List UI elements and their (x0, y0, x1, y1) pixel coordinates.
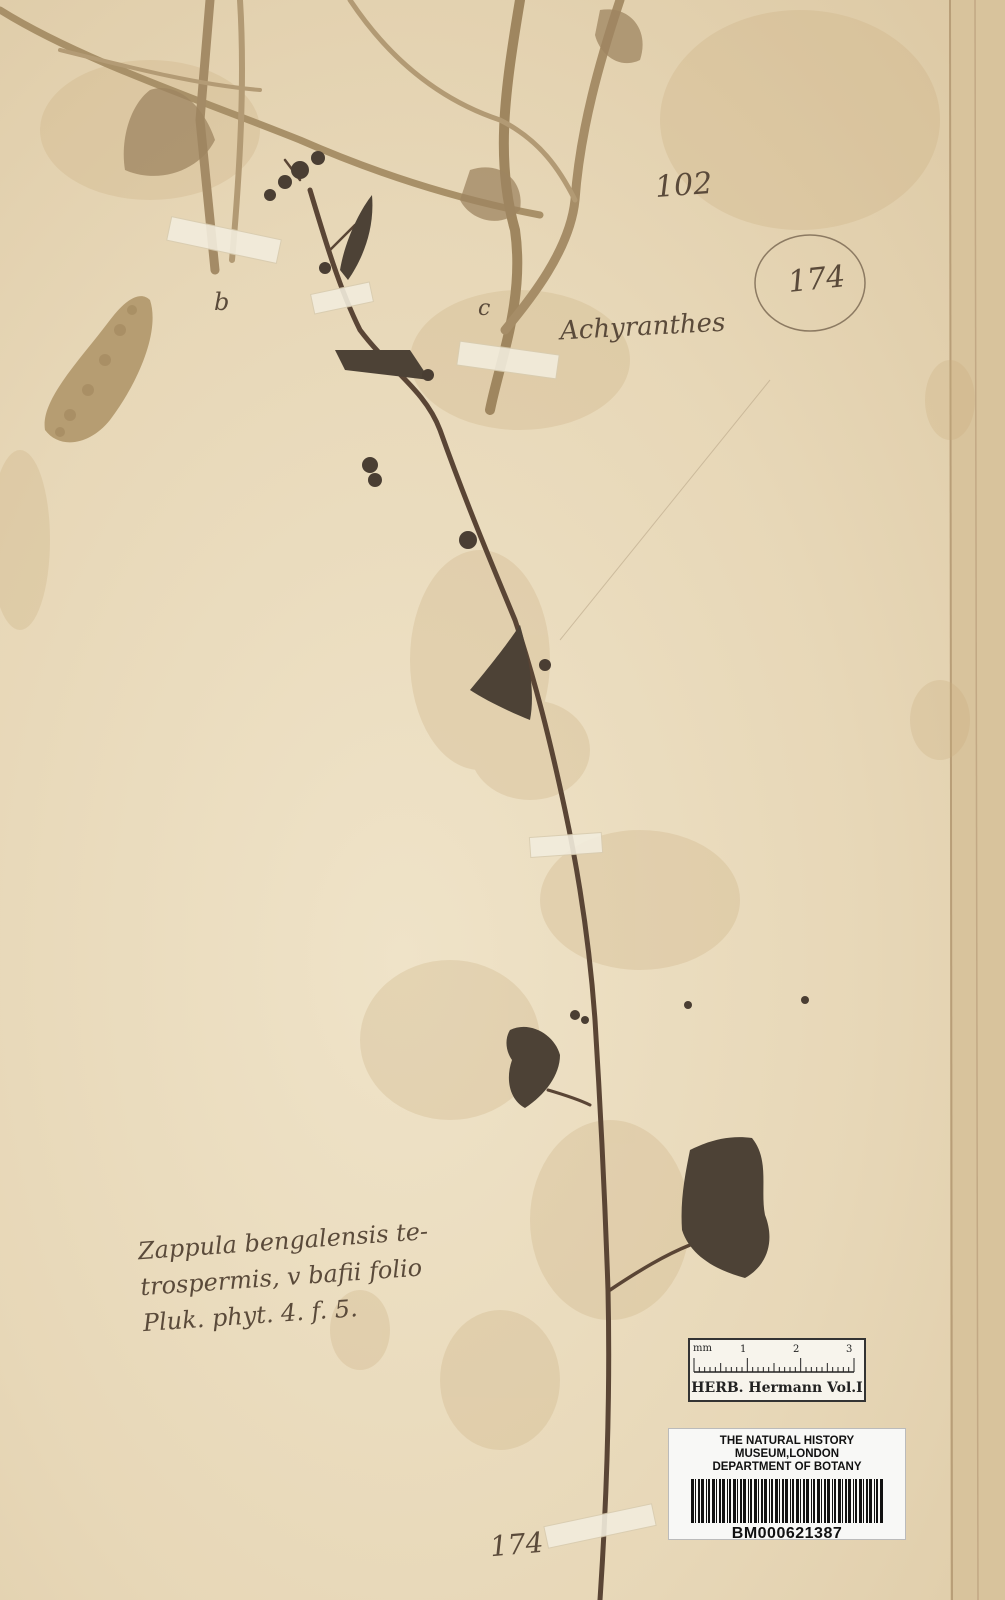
barcode-bar (811, 1479, 812, 1523)
barcode-bar (845, 1479, 847, 1523)
barcode-bar (803, 1479, 805, 1523)
barcode-bar (761, 1479, 763, 1523)
barcode-bar (800, 1479, 801, 1523)
barcode-bar (880, 1479, 883, 1523)
barcode-bar (727, 1479, 728, 1523)
barcode-bar (792, 1479, 794, 1523)
barcode (689, 1479, 885, 1523)
barcode-bar (743, 1479, 746, 1523)
handwritten-circled-number: 174 (786, 259, 847, 300)
ruler-tick-label: 1 (740, 1344, 747, 1355)
barcode-bar (827, 1479, 830, 1523)
barcode-bar (775, 1479, 778, 1523)
barcode-bar (785, 1479, 788, 1523)
barcode-bar (748, 1479, 749, 1523)
handwritten-genus-note: Achyranthes (559, 307, 727, 347)
barcode-bar (859, 1479, 862, 1523)
barcode-bar (817, 1479, 820, 1523)
museum-name: THE NATURAL HISTORY MUSEUM,LONDON (719, 1435, 855, 1460)
barcode-bar (769, 1479, 770, 1523)
ruler-scale (690, 1340, 864, 1376)
barcode-bar (729, 1479, 731, 1523)
barcode-bar (779, 1479, 780, 1523)
barcode-bar (716, 1479, 717, 1523)
barcode-bar (813, 1479, 815, 1523)
barcode-bar (821, 1479, 822, 1523)
barcode-bar (790, 1479, 791, 1523)
handwritten-number-102: 102 (653, 166, 714, 205)
barcode-bar (796, 1479, 799, 1523)
barcode-bar (698, 1479, 700, 1523)
barcode-bar (771, 1479, 773, 1523)
barcode-bar (758, 1479, 759, 1523)
ruler-tick-label: 2 (793, 1344, 800, 1355)
barcode-id: BM000621387 (731, 1525, 843, 1542)
barcode-bar (695, 1479, 696, 1523)
barcode-bar (842, 1479, 843, 1523)
barcode-label (668, 1428, 906, 1540)
barcode-bar (855, 1479, 857, 1523)
barcode-bar (719, 1479, 721, 1523)
barcode-bar (782, 1479, 784, 1523)
barcode-bar (806, 1479, 809, 1523)
scale-ruler-label (688, 1338, 866, 1402)
handwritten-letter-b: b (214, 288, 230, 316)
barcode-bar (708, 1479, 710, 1523)
determination-line: Zappula bengalensis te- (136, 1217, 429, 1266)
barcode-bar (869, 1479, 872, 1523)
barcode-bar (754, 1479, 757, 1523)
barcode-bar (740, 1479, 742, 1523)
barcode-bar (824, 1479, 826, 1523)
barcode-bar (733, 1479, 736, 1523)
barcode-bar (863, 1479, 864, 1523)
barcode-bar (832, 1479, 833, 1523)
barcode-bar (838, 1479, 841, 1523)
flower-spike (45, 296, 153, 442)
barcode-bar (701, 1479, 704, 1523)
herbarium-volume: HERB. Hermann Vol.I (691, 1380, 863, 1396)
barcode-bar (876, 1479, 878, 1523)
department-name: DEPARTMENT OF BOTANY (712, 1461, 862, 1473)
handwritten-number-bottom: 174 (488, 1525, 545, 1564)
barcode-bar (691, 1479, 694, 1523)
barcode-bar (706, 1479, 707, 1523)
barcode-bar (848, 1479, 851, 1523)
ruler-ticks (694, 1358, 854, 1372)
barcode-bar (712, 1479, 715, 1523)
determination-line: trospermis, v bafii folio (139, 1253, 423, 1302)
handwritten-letter-c: c (478, 296, 491, 321)
barcode-bar (764, 1479, 767, 1523)
barcode-bar (722, 1479, 725, 1523)
barcode-bar (853, 1479, 854, 1523)
barcode-bar (866, 1479, 868, 1523)
ruler-unit: mm (693, 1343, 712, 1354)
barcode-bar (750, 1479, 752, 1523)
barcode-bar (874, 1479, 875, 1523)
ruler-tick-label: 3 (846, 1344, 853, 1355)
barcode-bar (834, 1479, 836, 1523)
barcode-bar (737, 1479, 738, 1523)
determination-line: Pluk. phyt. 4. f. 5. (141, 1294, 359, 1338)
